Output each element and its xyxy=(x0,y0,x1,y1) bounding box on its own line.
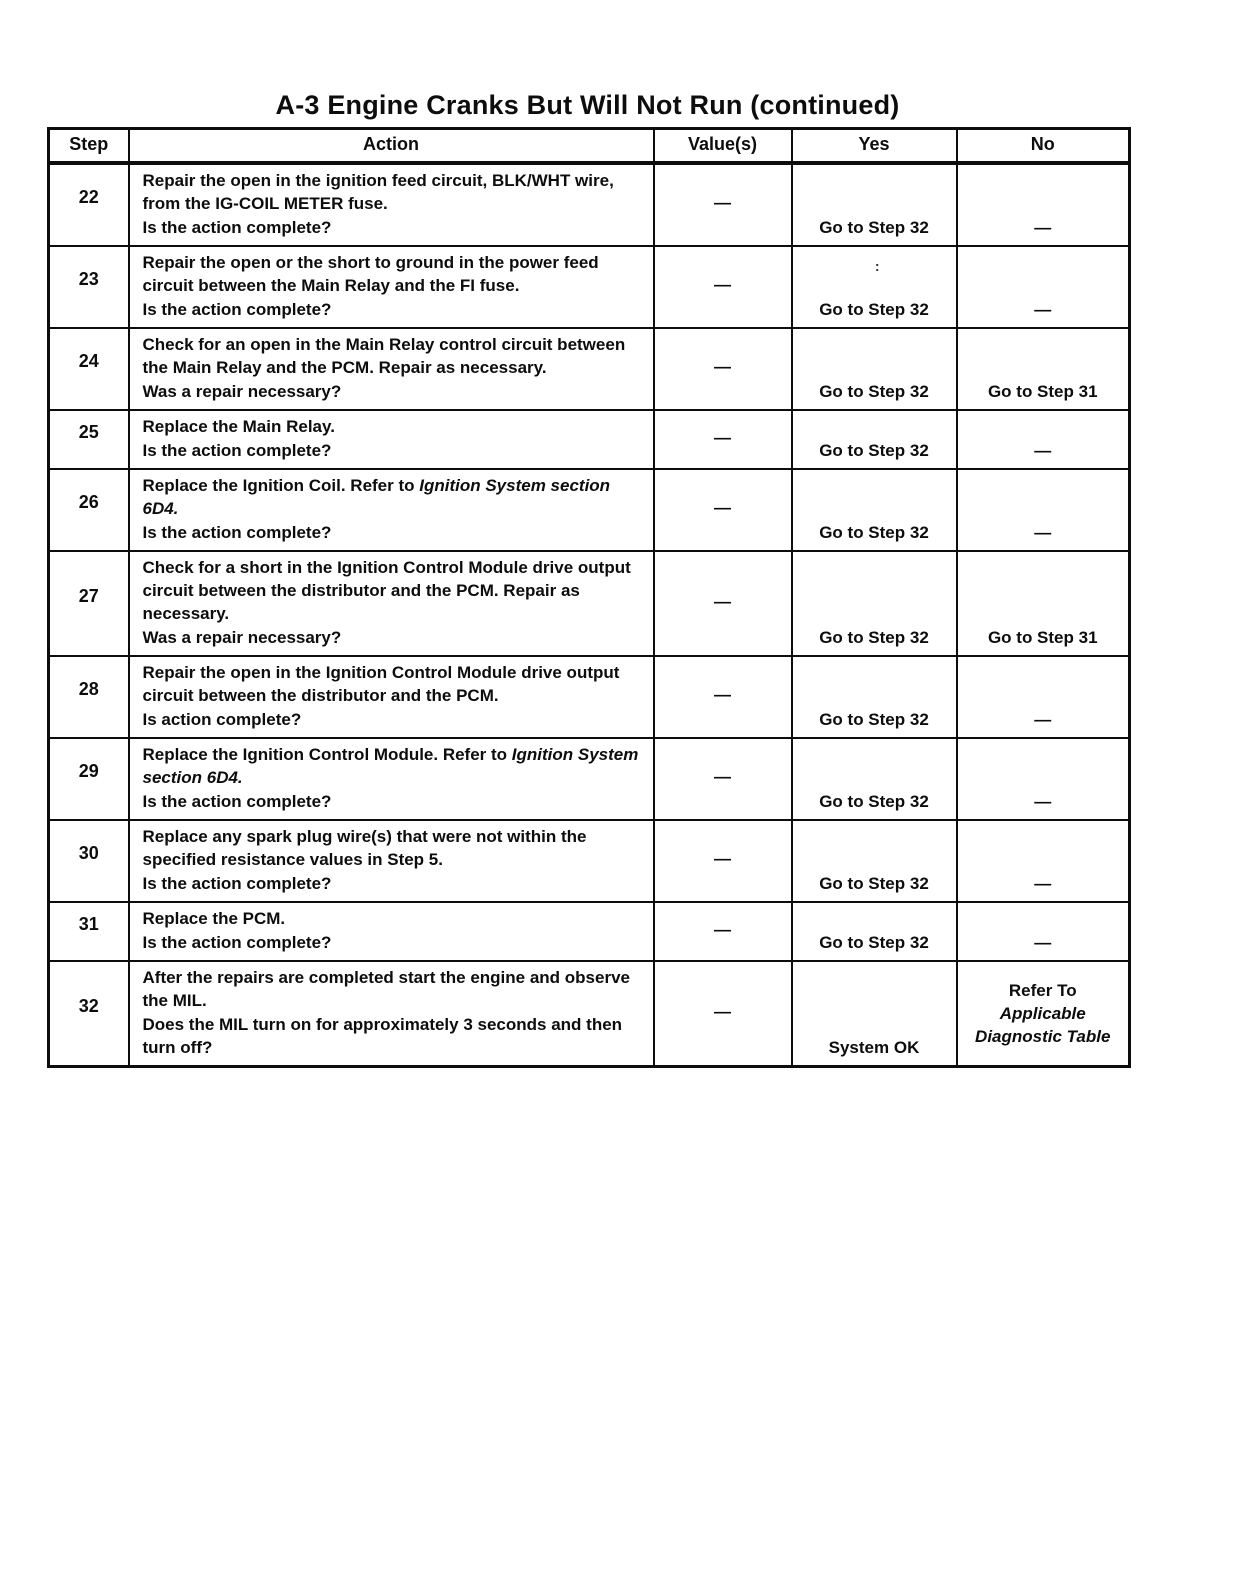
step-cell xyxy=(49,820,129,902)
value-cell: — xyxy=(654,246,792,328)
diagnostic-table xyxy=(47,127,1131,1068)
action-cell xyxy=(129,163,654,246)
no-result: Go to Step 31 xyxy=(987,381,1098,401)
column-header-no: No xyxy=(957,129,1130,163)
action-text: Replace the Main Relay. xyxy=(142,416,335,436)
action-description xyxy=(143,966,643,1012)
no-cell xyxy=(957,738,1130,820)
action-description xyxy=(143,251,643,297)
table-row xyxy=(49,328,1130,410)
action-question: Is the action complete? xyxy=(142,932,332,952)
action-cell xyxy=(129,961,654,1067)
step-cell xyxy=(49,961,129,1067)
column-header-step: Step xyxy=(49,129,129,163)
step-number: 30 xyxy=(78,843,99,863)
yes-result: Go to Step 32 xyxy=(819,381,929,401)
table-row xyxy=(49,961,1130,1067)
no-cell xyxy=(957,328,1130,410)
action-cell xyxy=(129,469,654,551)
yes-cell xyxy=(792,469,957,551)
no-result-italic: Applicable Diagnostic Table xyxy=(975,1003,1111,1046)
action-description xyxy=(143,825,643,871)
action-cell xyxy=(129,246,654,328)
value-cell: — xyxy=(654,820,792,902)
action-question: Does the MIL turn on for approximately 3 seconds and then turn off? xyxy=(142,1014,623,1057)
action-question: Is the action complete? xyxy=(142,791,332,811)
action-question: Is the action complete? xyxy=(142,873,332,893)
action-text: Replace the PCM. xyxy=(142,908,286,928)
action-cell xyxy=(129,738,654,820)
no-result: — xyxy=(1034,299,1052,319)
value-cell: — xyxy=(654,902,792,961)
yes-cell xyxy=(792,656,957,738)
action-text: Replace the Ignition Coil. Refer to xyxy=(142,475,420,495)
action-cell xyxy=(129,410,654,469)
action-question: Was a repair necessary? xyxy=(142,627,342,647)
action-text: After the repairs are completed start the engine and observe the MIL. xyxy=(142,967,630,1010)
no-cell xyxy=(957,656,1130,738)
action-description xyxy=(143,169,643,215)
action-text: Replace any spark plug wire(s) that were not within the specified resistance values in Step 5. xyxy=(142,826,587,869)
no-result: — xyxy=(1034,217,1052,237)
step-number: 25 xyxy=(78,421,99,442)
action-question: Is action complete? xyxy=(142,709,302,729)
action-question: Was a repair necessary? xyxy=(142,381,342,401)
value-cell: — xyxy=(654,163,792,246)
value-cell: — xyxy=(654,656,792,738)
action-cell xyxy=(129,656,654,738)
value-cell: — xyxy=(654,410,792,469)
yes-result: Go to Step 32 xyxy=(819,932,929,952)
yes-result: Go to Step 32 xyxy=(819,522,929,542)
step-cell xyxy=(49,656,129,738)
step-cell xyxy=(49,328,129,410)
action-cell xyxy=(129,551,654,656)
step-cell xyxy=(49,410,129,469)
yes-result: Go to Step 32 xyxy=(819,873,929,893)
page-title: A-3 Engine Cranks But Will Not Run (continued) xyxy=(275,90,900,120)
no-result: — xyxy=(1034,522,1052,542)
step-number: 28 xyxy=(78,679,99,699)
step-number: 24 xyxy=(78,351,99,371)
yes-result: Go to Step 32 xyxy=(819,217,929,237)
no-cell xyxy=(957,551,1130,656)
action-text: Replace the Ignition Control Module. Refer to xyxy=(142,744,512,764)
action-cell xyxy=(129,820,654,902)
step-cell xyxy=(49,469,129,551)
table-row xyxy=(49,551,1130,656)
column-header-action: Action xyxy=(129,129,654,163)
table-row xyxy=(49,410,1130,469)
step-cell xyxy=(49,551,129,656)
action-text: Check for an open in the Main Relay control circuit between the Main Relay and the PCM. Repair as necessary. xyxy=(142,334,626,377)
table-row xyxy=(49,246,1130,328)
yes-cell xyxy=(792,961,957,1067)
yes-cell xyxy=(792,328,957,410)
yes-result: Go to Step 32 xyxy=(819,299,929,319)
action-question: Is the action complete? xyxy=(142,299,332,319)
value-cell: — xyxy=(654,328,792,410)
action-description xyxy=(143,415,643,438)
no-result: — xyxy=(1034,873,1052,893)
table-header xyxy=(49,129,1130,163)
value-cell: — xyxy=(654,469,792,551)
action-description xyxy=(143,333,643,379)
column-header-values: Value(s) xyxy=(654,129,792,163)
no-result: — xyxy=(1034,709,1052,729)
action-question: Is the action complete? xyxy=(142,217,332,237)
step-number: 23 xyxy=(78,269,99,289)
action-reference-italic: Ignition System section 6D4. xyxy=(142,744,639,787)
yes-result: Go to Step 32 xyxy=(819,709,929,729)
no-cell xyxy=(957,163,1130,246)
step-number: 22 xyxy=(78,187,99,207)
step-number: 27 xyxy=(78,585,99,606)
scan-artifact-mark: : xyxy=(874,257,880,274)
yes-cell xyxy=(792,738,957,820)
yes-cell xyxy=(792,551,957,656)
table-row xyxy=(49,820,1130,902)
header-row xyxy=(49,129,1130,163)
no-result: — xyxy=(1034,932,1052,952)
no-result: — xyxy=(1034,440,1052,460)
action-description xyxy=(143,907,643,930)
yes-cell xyxy=(792,246,957,328)
yes-result: System OK xyxy=(828,1037,920,1057)
action-description xyxy=(143,661,643,707)
column-header-yes: Yes xyxy=(792,129,957,163)
action-text: Repair the open in the ignition feed circuit, BLK/WHT wire, from the IG-COIL METER fuse. xyxy=(142,170,614,213)
step-cell xyxy=(49,902,129,961)
step-number: 29 xyxy=(78,761,99,781)
yes-result: Go to Step 32 xyxy=(819,791,929,811)
step-cell xyxy=(49,163,129,246)
action-question: Is the action complete? xyxy=(142,440,332,460)
no-cell xyxy=(957,961,1130,1067)
no-cell xyxy=(957,246,1130,328)
action-question: Is the action complete? xyxy=(142,522,332,542)
yes-result: Go to Step 32 xyxy=(819,627,929,647)
table-row xyxy=(49,738,1130,820)
value-cell: — xyxy=(654,551,792,656)
no-cell xyxy=(957,902,1130,961)
yes-cell xyxy=(792,820,957,902)
step-cell xyxy=(49,738,129,820)
yes-result: Go to Step 32 xyxy=(819,440,929,460)
no-cell xyxy=(957,410,1130,469)
no-cell xyxy=(957,469,1130,551)
table-row xyxy=(49,469,1130,551)
step-number: 32 xyxy=(78,995,99,1016)
action-cell xyxy=(129,328,654,410)
no-result: Go to Step 31 xyxy=(987,627,1098,647)
table-row xyxy=(49,902,1130,961)
action-reference-italic: Ignition System section 6D4. xyxy=(142,475,611,518)
no-result: — xyxy=(1034,791,1052,811)
yes-cell xyxy=(792,902,957,961)
yes-cell xyxy=(792,163,957,246)
value-cell: — xyxy=(654,961,792,1067)
no-result: Refer To xyxy=(1008,980,1077,1000)
table-row xyxy=(49,656,1130,738)
yes-cell xyxy=(792,410,957,469)
table-row xyxy=(49,163,1130,246)
step-number: 26 xyxy=(78,492,99,512)
value-cell: — xyxy=(654,738,792,820)
action-cell xyxy=(129,902,654,961)
action-description xyxy=(143,743,643,789)
action-description xyxy=(143,474,643,520)
action-text: Repair the open in the Ignition Control Module drive output circuit between the distributor and the PCM. xyxy=(142,662,620,705)
step-cell xyxy=(49,246,129,328)
action-text: Repair the open or the short to ground in the power feed circuit between the Main Relay and the FI fuse. xyxy=(142,252,599,295)
table-body xyxy=(49,163,1130,1067)
no-cell xyxy=(957,820,1130,902)
step-number: 31 xyxy=(78,913,99,934)
action-text: Check for a short in the Ignition Control Module drive output circuit between the distributor and the PCM. Repair as necessary. xyxy=(142,557,631,623)
action-description xyxy=(143,556,643,625)
